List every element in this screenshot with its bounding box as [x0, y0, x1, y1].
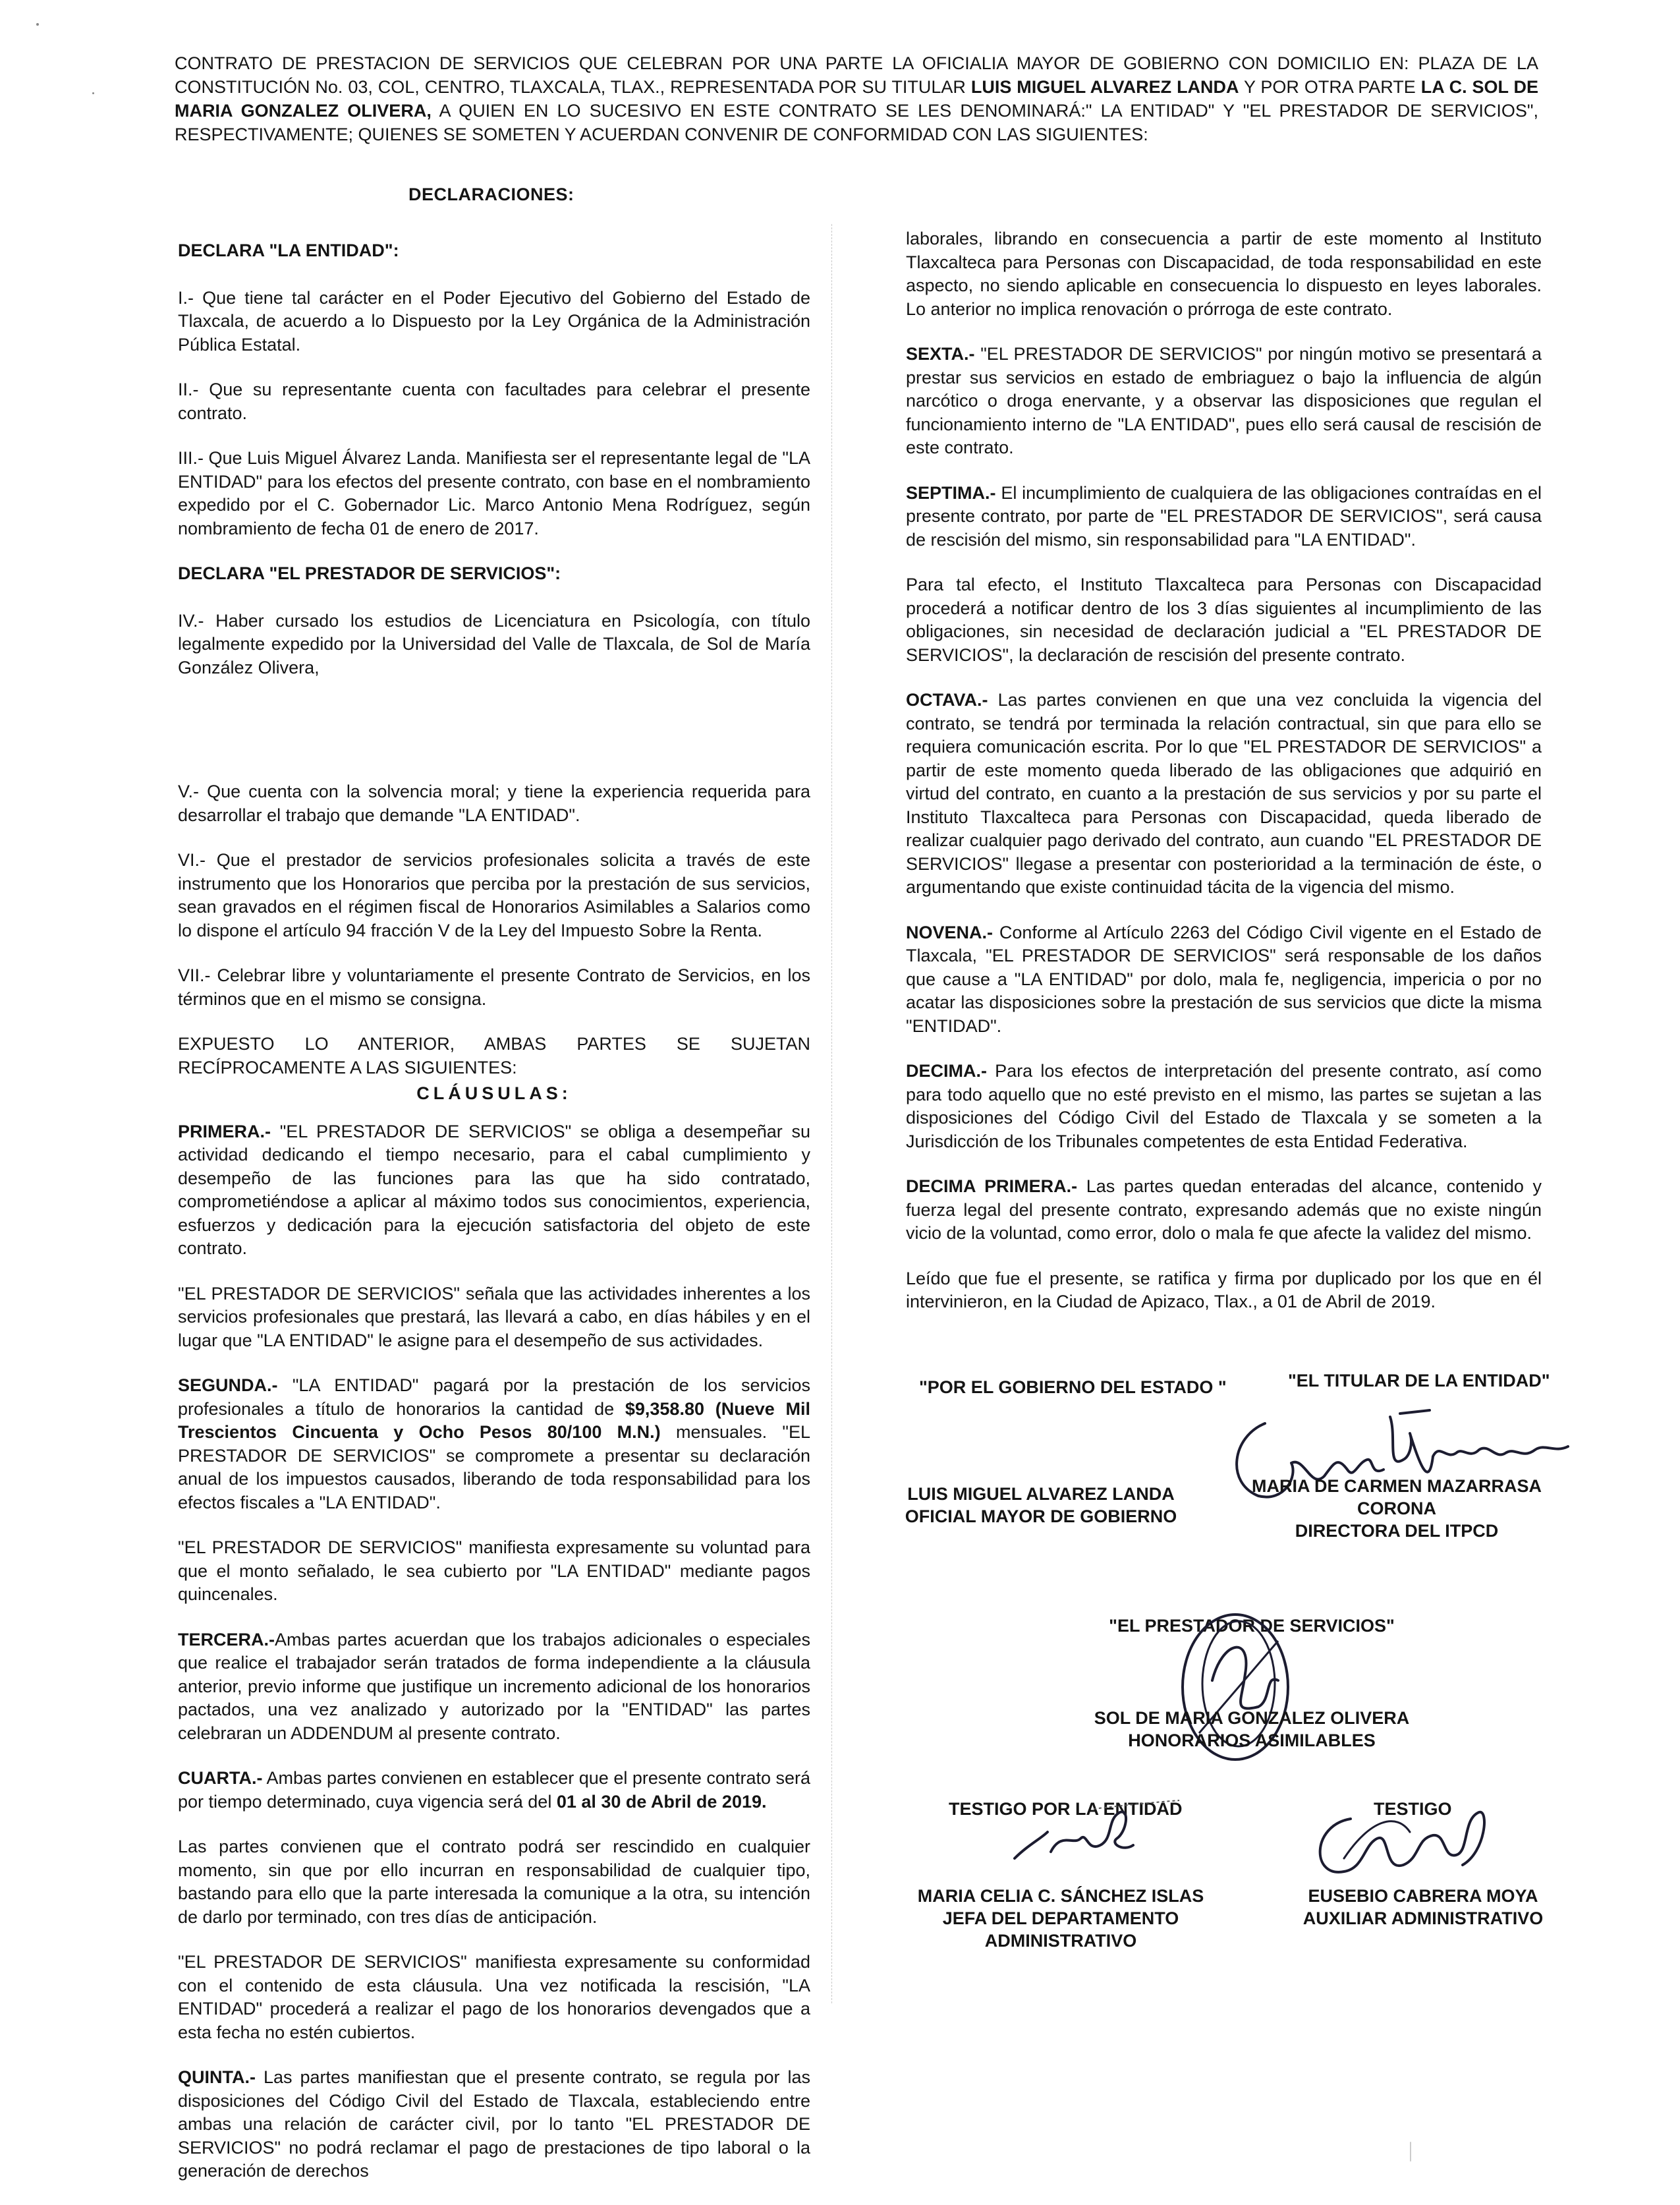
scan-speck — [92, 92, 94, 94]
quinta-label: QUINTA.- — [178, 2067, 256, 2087]
testigo1-title-2: ADMINISTRATIVO — [984, 1931, 1137, 1951]
declaracion-vi: VI.- Que el prestador de servicios profesionales solicita a través de este instrumento que los Honorarios que perciba por la prestación de sus servicios, sean gravados en el régimen fiscal de Honorarios Asimilables a Salarios como lo dispone el artículo 94 fracción V de la Ley del Impuesto Sobre la Renta. — [178, 850, 810, 940]
clausula-quinta — [178, 2066, 810, 2183]
testigo-label: TESTIGO — [1374, 1799, 1452, 1819]
testigo1-block — [896, 1885, 1225, 1952]
decima-text: Para los efectos de interpretación del presente contrato, así como para todo aquello que no esté previsto en el mismo, las partes se sujetan a las disposiciones del Código Civil del Estado de Tlaxcala y se someten a la Jurisdicción de los Tribunales competentes de esta Entidad Federativa. — [906, 1061, 1542, 1151]
clausula-decima — [906, 1060, 1542, 1153]
clausula-cuarta-p3: "EL PRESTADOR DE SERVICIOS" manifiesta expresamente su conformidad con el contenido de esta cláusula. Una vez notificada la rescisión, "LA ENTIDAD" procederá a realizar el pago de los honorarios devengados que a esta fecha no estén cubiertos. — [178, 1952, 810, 2042]
decima-primera-text: Las partes quedan enteradas del alcance, contenido y fuerza legal del presente contrato, expresando además que no existe ningún vicio de la voluntad, como error, dolo o mala fe que afecte la validez del mismo. — [906, 1176, 1542, 1243]
oficial-block — [903, 1483, 1179, 1528]
clausulas-title: CLÁUSULAS: — [416, 1083, 572, 1103]
clausula-decima-primera — [906, 1175, 1542, 1246]
directora-name-2: CORONA — [1357, 1499, 1436, 1518]
testigo1-signature-icon — [988, 1792, 1186, 1885]
clausula-segunda-p2: "EL PRESTADOR DE SERVICIOS" manifiesta expresamente su voluntad para que el monto señalado, le sea cubierto por "LA ENTIDAD" mediante pagos quincenales. — [178, 1537, 810, 1604]
novena-text: Conforme al Artículo 2263 del Código Civil vigente en el Estado de Tlaxcala, "EL PRESTADOR DE SERVICIOS" será responsable de los daños que cause a "LA ENTIDAD" por dolo, mala fe, negligencia, impericia o por no acatar las disposiciones sobre la prestación de sus servicios que dicte la misma "ENTIDAD". — [906, 922, 1542, 1036]
prestador-name: LA C. SOL DE MARIA GONZALEZ OLIVERA, — [175, 77, 1538, 121]
cuarta-label: CUARTA.- — [178, 1768, 263, 1788]
cuarta-text-1: Ambas partes convienen en establecer que el presente contrato será por tiempo determinado, cuya vigencia será del — [178, 1768, 810, 1812]
octava-label: OCTAVA.- — [906, 690, 988, 710]
testigo2-name: EUSEBIO CABRERA MOYA — [1308, 1886, 1538, 1906]
contract-header — [175, 51, 1538, 146]
prestador-label: "EL PRESTADOR DE SERVICIOS" — [1109, 1616, 1395, 1636]
left-column — [178, 227, 810, 2205]
sexta-text: "EL PRESTADOR DE SERVICIOS" por ningún motivo se presentará a prestar sus servicios en estado de embriaguez o bajo la influencia de algún narcótico o droga enervante, y a observar las disposiciones que regulan el funcionamiento interno de "LA ENTIDAD", pues ello será causal de rescisión de este contrato. — [906, 344, 1542, 457]
directora-name-1: MARIA DE CARMEN MAZARRASA — [1252, 1476, 1542, 1496]
cuarta-dates: 01 al 30 de Abril de 2019. — [556, 1791, 767, 1812]
clausula-sexta — [906, 343, 1542, 460]
scan-speck — [36, 23, 39, 26]
quinta-continuation: laborales, librando en consecuencia a partir de este momento al Instituto Tlaxcalteca para Personas con Discapacidad, de toda responsabilidad en este aspecto, no siendo aplicable en consecuencia lo dispuesto en leyes laborales. Lo anterior no implica renovación o prórroga de este contrato. — [906, 229, 1542, 319]
testigo-entidad-label: TESTIGO POR LA ENTIDAD — [949, 1799, 1183, 1819]
clausula-septima — [906, 482, 1542, 552]
clausula-primera-p2: "EL PRESTADOR DE SERVICIOS" señala que las actividades inherentes a los servicios profesionales que prestará, las llevará a cabo, en días hábiles y en el lugar que "LA ENTIDAD" le asigne para el desempeño de sus actividades. — [178, 1283, 810, 1350]
oficial-name: LUIS MIGUEL ALVAREZ LANDA — [907, 1484, 1175, 1504]
quinta-text: Las partes manifiestan que el presente contrato, se regula por las disposiciones del Código Civil del Estado de Tlaxcala, estableciendo entre ambas una relación de carácter civil, por lo tanto "EL PRESTADOR DE SERVICIOS" no podrá reclamar el pago de prestaciones de tipo laboral o la generación de derechos — [178, 2067, 810, 2181]
testigo2-signature-icon — [1304, 1792, 1502, 1891]
right-column — [906, 227, 1542, 1336]
segunda-text-1: "LA ENTIDAD" pagará por la prestación de los servicios profesionales a título de honorarios la cantidad de — [178, 1375, 810, 1419]
column-divider — [831, 224, 832, 2003]
cierre-text: Leído que fue el presente, se ratifica y firma por duplicado por los que en él intervinieron, en la Ciudad de Apizaco, Tlax., a 01 de Abril de 2019. — [906, 1268, 1542, 1311]
oficial-title: OFICIAL MAYOR DE GOBIERNO — [905, 1506, 1177, 1526]
testigo2-title: AUXILIAR ADMINISTRATIVO — [1302, 1908, 1544, 1928]
titular-label: "EL TITULAR DE LA ENTIDAD" — [1288, 1371, 1550, 1390]
testigo1-title-1: JEFA DEL DEPARTAMENTO — [942, 1908, 1179, 1928]
testigo2-block — [1272, 1885, 1575, 1930]
segunda-label: SEGUNDA.- — [178, 1375, 278, 1395]
header-intro-2: Y POR OTRA PARTE — [1239, 77, 1421, 97]
primera-label: PRIMERA.- — [178, 1121, 271, 1141]
prestador-block — [1067, 1707, 1436, 1752]
directora-title: DIRECTORA DEL ITPCD — [1295, 1521, 1499, 1541]
directora-block — [1239, 1475, 1555, 1542]
prestador-sign-name: SOL DE MARIA GONZALEZ OLIVERA — [1094, 1708, 1410, 1728]
clausula-octava — [906, 689, 1542, 900]
declaraciones-title: DECLARACIONES: — [408, 185, 574, 204]
decima-label: DECIMA.- — [906, 1061, 987, 1081]
clausula-cuarta — [178, 1767, 810, 1814]
clausula-novena — [906, 921, 1542, 1039]
clausula-primera — [178, 1120, 810, 1261]
gobierno-label: "POR EL GOBIERNO DEL ESTADO " — [919, 1377, 1227, 1397]
sexta-label: SEXTA.- — [906, 344, 975, 364]
scan-speck — [1410, 2142, 1411, 2162]
tercera-text: Ambas partes acuerdan que los trabajos adicionales o especiales que realice el trabajador serán tratados de forma independiente a la cláusula anterior, previo informe que justifique un incremento adicional de los honorarios pactados, una vez analizado y autorizado por la "ENTIDAD" las partes celebraran un ADDENDUM al presente contrato. — [178, 1629, 810, 1743]
clausula-cuarta-p2: Las partes convienen que el contrato podrá ser rescindido en cualquier momento, sin que por ello incurran en responsabilidad de cualquier tipo, bastando para ello que la parte interesada la comunique a la otra, su intención de darlo por terminado, con tres días de anticipación. — [178, 1837, 810, 1927]
clausula-septima-p2: Para tal efecto, el Instituto Tlaxcalteca para Personas con Discapacidad procederá a notificar dentro de los 3 días siguientes al incumplimiento de las obligaciones, sin necesidad de declaración judicial a "EL PRESTADOR DE SERVICIOS", la declaración de rescisión del presente contrato. — [906, 575, 1542, 665]
declaracion-iii: III.- Que Luis Miguel Álvarez Landa. Manifiesta ser el representante legal de "LA ENTIDAD" para los efectos del presente contrato, con base en el nombramiento expedido por el C. Gobernador Lic. Marco Antonio Mena Rodríguez, según nombramiento de fecha 01 de enero de 2017. — [178, 448, 810, 538]
declaracion-v: V.- Que cuenta con la solvencia moral; y tiene la experiencia requerida para desarrollar el trabajo que demande "LA ENTIDAD". — [178, 782, 810, 825]
titular-name: LUIS MIGUEL ALVAREZ LANDA — [970, 77, 1239, 97]
segunda-amount: $9,358.80 (Nueve Mil Trescientos Cincuenta y Ocho Pesos 80/100 M.N.) — [178, 1398, 810, 1442]
segunda-text-2: mensuales. "EL PRESTADOR DE SERVICIOS" se compromete a presentar su declaración anual de los impuestos causados, liberando de toda responsabilidad para los efectos fiscales a "LA ENTIDAD". — [178, 1422, 811, 1512]
testigo1-name: MARIA CELIA C. SÁNCHEZ ISLAS — [917, 1886, 1204, 1906]
header-intro-1: CONTRATO DE PRESTACION DE SERVICIOS QUE CELEBRAN POR UNA PARTE LA OFICIALIA MAYOR DE GOBIERNO CON DOMICILIO EN: PLAZA DE LA CONSTITUCIÓN No. 03, COL, CENTRO, TLAXCALA, TLAX., REPRESENTADA POR SU TITULAR — [175, 53, 1538, 97]
prestador-sign-title: HONORARIOS ASIMILABLES — [1128, 1731, 1376, 1750]
blank-gap — [178, 701, 810, 780]
declaracion-iv: IV.- Haber cursado los estudios de Licenciatura en Psicología, con título legalmente expedido por la Universidad del Valle de Tlaxcala, de Sol de María González Olivera, — [178, 610, 810, 677]
septima-label: SEPTIMA.- — [906, 482, 996, 503]
tercera-label: TERCERA.- — [178, 1629, 275, 1649]
clausula-segunda — [178, 1374, 810, 1514]
declaracion-ii: II.- Que su representante cuenta con facultades para celebrar el presente contrato. — [178, 380, 810, 423]
expuesto-text: EXPUESTO LO ANTERIOR, AMBAS PARTES SE SUJETAN RECÍPROCAMENTE A LAS SIGUIENTES: — [178, 1034, 810, 1077]
novena-label: NOVENA.- — [906, 922, 994, 942]
decima-primera-label: DECIMA PRIMERA.- — [906, 1176, 1078, 1196]
declaracion-i: I.- Que tiene tal carácter en el Poder Ejecutivo del Gobierno del Estado de Tlaxcala, de acuerdo a lo Dispuesto por la Ley Orgánica de la Administración Pública Estatal. — [178, 287, 810, 355]
declara-entidad-heading: DECLARA "LA ENTIDAD": — [178, 241, 399, 260]
primera-text: "EL PRESTADOR DE SERVICIOS" se obliga a desempeñar su actividad dedicando el tiempo necesario, para el cabal cumplimiento y desempeño de las funciones para las que ha sido contratado, comprometiéndose a aplicar al máximo todos sus conocimientos, experiencia, esfuerzos y dedicación para la ejecución satisfactoria del objeto de este contrato. — [178, 1121, 810, 1258]
septima-text: El incumplimiento de cualquiera de las obligaciones contraídas en el presente contrato, por parte de "EL PRESTADOR DE SERVICIOS", será causa de rescisión del mismo, sin responsabilidad para "LA ENTIDAD". — [906, 482, 1542, 550]
octava-text: Las partes convienen en que una vez concluida la vigencia del contrato, se tendrá por terminada la relación contractual, sin que para ello se requiera comunicación escrita. Por lo que "EL PRESTADOR DE SERVICIOS" a partir de este momento queda liberado de las obligaciones que adquirió en virtud del contrato, en cuanto a la prestación de sus servicios y por su parte el Instituto Tlaxcalteca para Personas con Discapacidad, queda liberado de realizar cualquier pago derivado del contrato, aun cuando "EL PRESTADOR DE SERVICIOS" llegase a presentar con posterioridad a la terminación de éste, o argumentando que existe continuidad tácita de la vigencia del mismo. — [906, 690, 1542, 897]
declara-prestador-heading: DECLARA "EL PRESTADOR DE SERVICIOS": — [178, 563, 561, 583]
clausula-tercera — [178, 1628, 810, 1746]
declaracion-vii: VII.- Celebrar libre y voluntariamente el presente Contrato de Servicios, en los términos que en el mismo se consigna. — [178, 965, 810, 1009]
header-intro-3: A QUIEN EN LO SUCESIVO EN ESTE CONTRATO SE LES DENOMINARÁ:" LA ENTIDAD" Y "EL PRESTADOR DE SERVICIOS", RESPECTIVAMENTE; QUIENES SE SOMETEN Y ACUERDAN CONVENIR DE CONFORMIDAD CON LAS SIGUIENTES: — [175, 101, 1539, 144]
